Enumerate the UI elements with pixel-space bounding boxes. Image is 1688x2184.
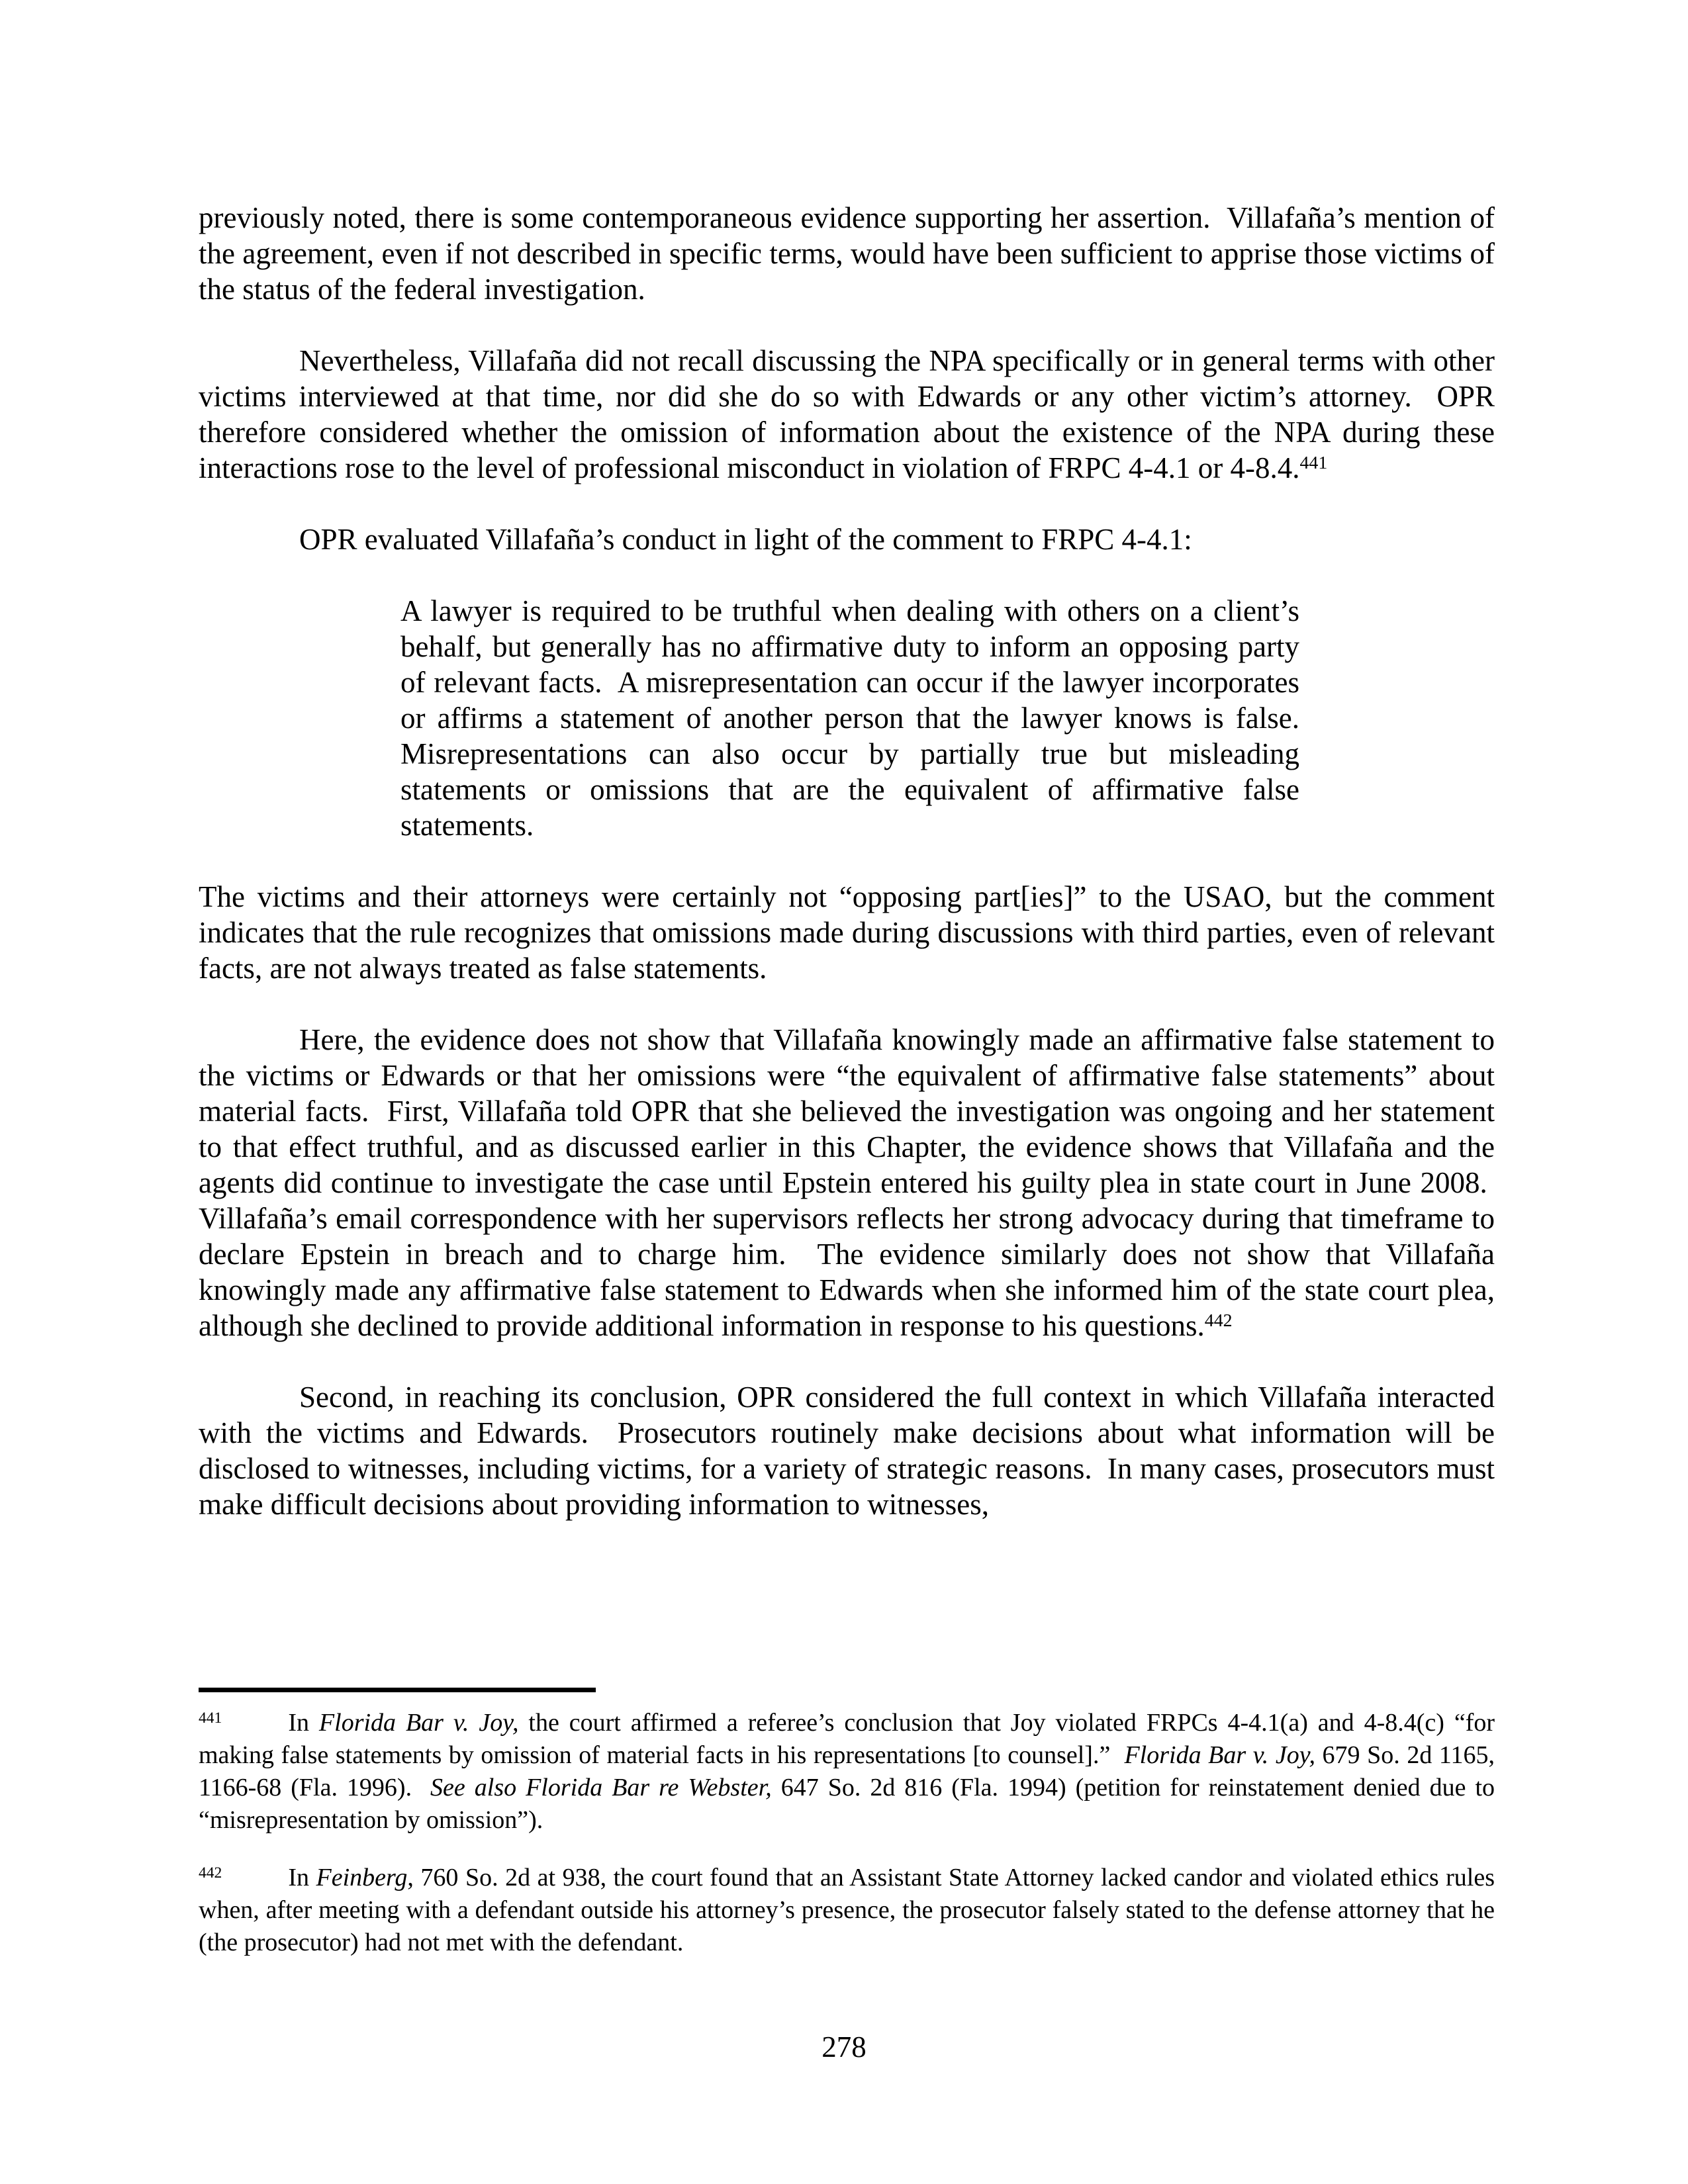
footnote-separator: [199, 1688, 596, 1692]
body-text: [199, 200, 1495, 1522]
footnote-442-number: 442: [199, 1864, 222, 1882]
block-quote: A lawyer is required to be truthful when dealing with others on a client’s behalf, but generally has no affirmative duty to inform an opposing party of relevant facts. A misrepresentation can occur if the lawyer incorporates or affirms a statement of another person that the lawyer knows is false. Misrepresentations can also occur by partially true but misleading statements or omissions that are the equivalent of affirmative false statements.: [400, 594, 1299, 842]
footnote-441: [199, 1707, 1495, 1837]
body-paragraph-5: The victims and their attorneys were certainly not “opposing part[ies]” to the USAO, but the comment indicates that the rule recognizes that omissions made during discussions with third parties, even of relevant facts, are not always treated as false statements.: [199, 880, 1495, 985]
body-paragraph-7: Second, in reaching its conclusion, OPR considered the full context in which Villafaña interacted with the victims and Edwards. Prosecutors routinely make decisions about what information will be disclosed to witnesses, including victims, for a variety of strategic reasons. In many cases, prosecutors must make difficult decisions about providing information to witnesses,: [199, 1381, 1495, 1521]
body-paragraph-6: Here, the evidence does not show that Villafaña knowingly made an affirmative false statement to the victims or Edwards or that her omissions were “the equivalent of affirmative false statements” about material facts. First, Villafaña told OPR that she believed the investigation was ongoing and her statement to that effect truthful, and as discussed earlier in this Chapter, the evidence shows that Villafaña and the agents did continue to investigate the case until Epstein entered his guilty plea in state court in June 2008. Villafaña’s email correspondence with her supervisors reflects her strong advocacy during that timeframe to declare Epstein in breach and to charge him. The evidence similarly does not show that Villafaña knowingly made any affirmative false statement to Edwards when she informed him of the state court plea, although she declined to provide additional information in response to his questions.$^{442}$: [199, 1023, 1495, 1342]
page-number: 278: [821, 2030, 867, 2064]
footnotes-section: [199, 1688, 1495, 1959]
footnote-442-text: In Feinberg, 760 So. 2d at 938, the court found that an Assistant State Attorney lacked candor and violated ethics rules when, after meeting with a defendant outside his attorney’s presence, the prosecutor falsely stated to the defense attorney that he (the prosecutor) had not met with the defendant.: [199, 1864, 1495, 1956]
body-paragraph-1: previously noted, there is some contemporaneous evidence supporting her assertion. Villafaña’s mention of the agreement, even if not described in specific terms, would have been sufficient to apprise those victims of the status of the federal investigation.: [199, 201, 1495, 306]
body-paragraph-2: Nevertheless, Villafaña did not recall discussing the NPA specifically or in general terms with other victims interviewed at that time, nor did she do so with Edwards or any other victim’s attorney. OPR therefore considered whether the omission of information about the existence of the NPA during these interactions rose to the level of professional misconduct in violation of FRPC 4-4.1 or 4-8.4.$^{441}$: [199, 344, 1495, 484]
footnote-441-number: 441: [199, 1709, 222, 1727]
footnote-441-text: In Florida Bar v. Joy, the court affirmed a referee’s conclusion that Joy violated FRPCs 4-4.1(a) and 4-8.4(c) “for making false statements by omission of material facts in his representations [to counsel].” Florida Bar v. Joy, 679 So. 2d 1165, 1166-68 (Fla. 1996). See also Florida Bar re Webster, 647 So. 2d 816 (Fla. 1994) (petition for reinstatement denied due to “misrepresentation by omission”).: [199, 1709, 1495, 1834]
footnote-442: [199, 1862, 1495, 1959]
body-paragraph-3: OPR evaluated Villafaña’s conduct in light of the comment to FRPC 4-4.1:: [299, 523, 1192, 556]
